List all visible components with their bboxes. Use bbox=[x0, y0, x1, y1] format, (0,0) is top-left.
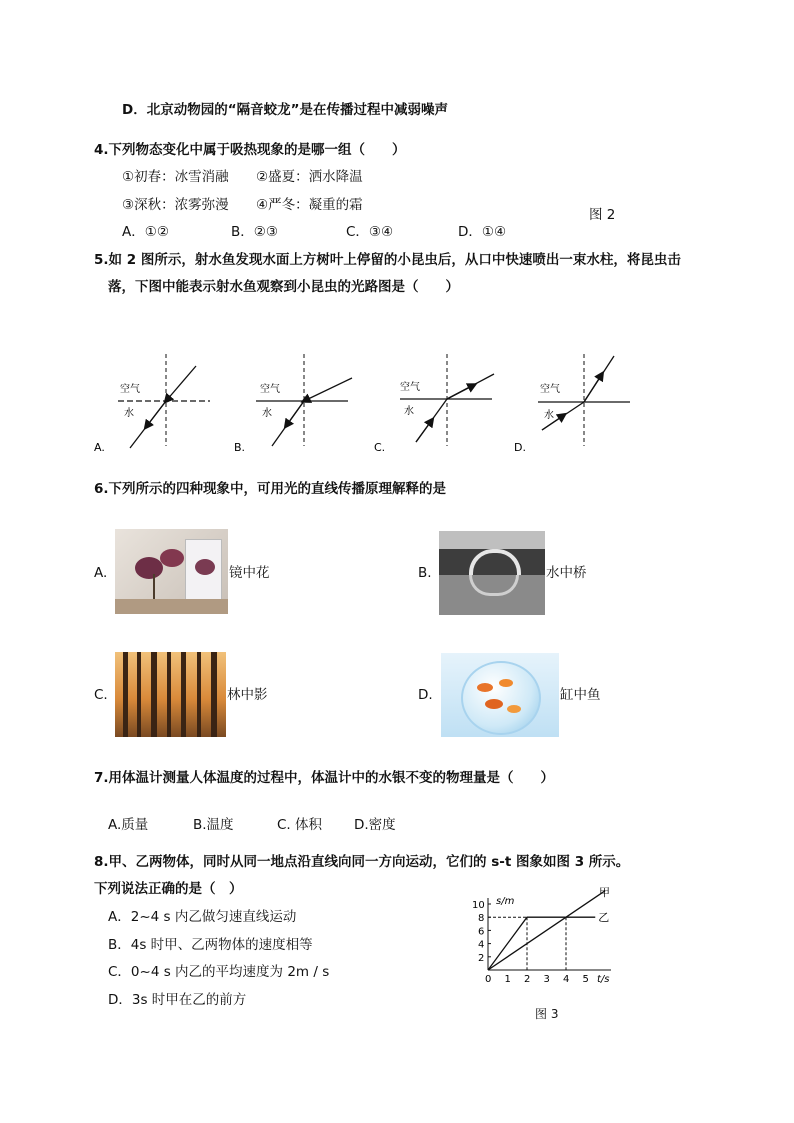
y-tick-label: 8 bbox=[478, 913, 485, 925]
y-tick-label: 2 bbox=[478, 952, 485, 964]
diagram-a-air-label: 空气 bbox=[120, 384, 140, 395]
diagram-b-air-label: 空气 bbox=[260, 384, 280, 395]
diagram-c-letter: C. bbox=[374, 441, 386, 454]
q3-option-d: D．北京动物园的“隔音蛟龙”是在传播过程中减弱噪声 bbox=[122, 102, 448, 118]
y-tick-label: 6 bbox=[478, 926, 485, 938]
bridge-reflection-photo bbox=[439, 531, 545, 615]
diagram-d-air-label: 空气 bbox=[540, 384, 560, 395]
series-line-yi bbox=[488, 917, 595, 970]
x-tick-label: 4 bbox=[563, 974, 570, 985]
q5-stem-line1: 5.如 2 图所示，射水鱼发现水面上方树叶上停留的小昆虫后，从口中快速喷出一束水柱，将昆虫击 bbox=[94, 252, 681, 268]
q4-option-c: C．③④ bbox=[346, 224, 394, 240]
q7-option-d: D.密度 bbox=[354, 817, 396, 833]
q8-option-c: C．0~4 s 内乙的平均速度为 2m / s bbox=[108, 964, 330, 980]
diagram-a-water-label: 水 bbox=[124, 408, 134, 419]
q6-option-d: 缸中鱼 bbox=[560, 687, 601, 703]
diagram-b bbox=[234, 354, 352, 454]
q8-stem-line2: 下列说法正确的是（ ） bbox=[94, 881, 243, 897]
fig3-caption: 图 3 bbox=[535, 1007, 559, 1021]
q4-item-1: ①初春：冰雪消融 bbox=[122, 169, 229, 185]
x-tick-label: 2 bbox=[524, 974, 531, 985]
q6-option-b: 水中桥 bbox=[546, 565, 587, 581]
q4-item-3: ③深秋：浓雾弥漫 bbox=[122, 197, 229, 213]
x-tick-label: 5 bbox=[582, 974, 589, 985]
diagram-c-air-label: 空气 bbox=[400, 382, 420, 393]
q6-option-c: 林中影 bbox=[227, 687, 268, 703]
q7-option-b: B.温度 bbox=[193, 817, 234, 833]
x-tick-label: 1 bbox=[504, 974, 511, 985]
diagram-c bbox=[374, 354, 494, 454]
q7-option-a: A.质量 bbox=[108, 817, 149, 833]
q8-option-b: B．4s 时甲、乙两物体的速度相等 bbox=[108, 937, 313, 953]
q7-option-c: C. 体积 bbox=[277, 817, 323, 833]
q6-stem: 6.下列所示的四种现象中，可用光的直线传播原理解释的是 bbox=[94, 481, 447, 497]
q4-option-a: A．①② bbox=[122, 224, 169, 240]
q8-option-d: D．3s 时甲在乙的前方 bbox=[108, 992, 247, 1008]
q6-option-a-letter: A. bbox=[94, 565, 108, 581]
x-tick-label: 3 bbox=[543, 974, 550, 985]
q7-stem: 7.用体温计测量人体温度的过程中，体温计中的水银不变的物理量是（ ） bbox=[94, 770, 555, 786]
q4-option-d: D．①④ bbox=[458, 224, 507, 240]
q5-ray-diagrams bbox=[90, 350, 650, 455]
series-label-yi: 乙 bbox=[598, 911, 610, 925]
diagram-a bbox=[94, 354, 210, 454]
series-label-jia: 甲 bbox=[599, 886, 610, 899]
q4-item-4: ④严冬：凝重的霜 bbox=[256, 197, 363, 213]
diagram-d bbox=[514, 354, 630, 454]
q4-option-b: B．②③ bbox=[231, 224, 278, 240]
mirror-flower-photo bbox=[115, 529, 228, 614]
x-tick-label: 0 bbox=[485, 974, 492, 985]
diagram-b-letter: B. bbox=[234, 441, 246, 454]
q4-stem: 4.下列物态变化中属于吸热现象的是哪一组（ ） bbox=[94, 142, 406, 158]
q8-option-a: A．2~4 s 内乙做匀速直线运动 bbox=[108, 909, 297, 925]
forest-shadow-photo bbox=[115, 652, 226, 737]
st-chart bbox=[464, 884, 634, 986]
q8-stem-line1: 8.甲、乙两物体，同时从同一地点沿直线向同一方向运动，它们的 s-t 图象如图 3 所示。 bbox=[94, 854, 630, 870]
diagram-c-water-label: 水 bbox=[404, 406, 414, 417]
diagram-d-letter: D. bbox=[514, 441, 526, 454]
diagram-d-water-label: 水 bbox=[544, 410, 554, 421]
fishbowl-photo bbox=[441, 653, 559, 737]
y-tick-label: 10 bbox=[472, 900, 485, 911]
q5-stem-line2: 落，下图中能表示射水鱼观察到小昆虫的光路图是（ ） bbox=[108, 279, 459, 295]
q6-option-c-letter: C. bbox=[94, 687, 108, 703]
q4-item-2: ②盛夏：洒水降温 bbox=[256, 169, 363, 185]
y-axis-label: s/m bbox=[496, 896, 515, 907]
q6-option-a: 镜中花 bbox=[229, 565, 270, 581]
fig2-caption: 图 2 bbox=[589, 207, 616, 223]
q6-option-b-letter: B. bbox=[418, 565, 432, 581]
x-axis-label: t/s bbox=[597, 974, 610, 985]
diagram-b-water-label: 水 bbox=[262, 408, 272, 419]
y-tick-label: 4 bbox=[478, 939, 485, 951]
diagram-a-letter: A. bbox=[94, 441, 105, 454]
q6-option-d-letter: D. bbox=[418, 687, 433, 703]
